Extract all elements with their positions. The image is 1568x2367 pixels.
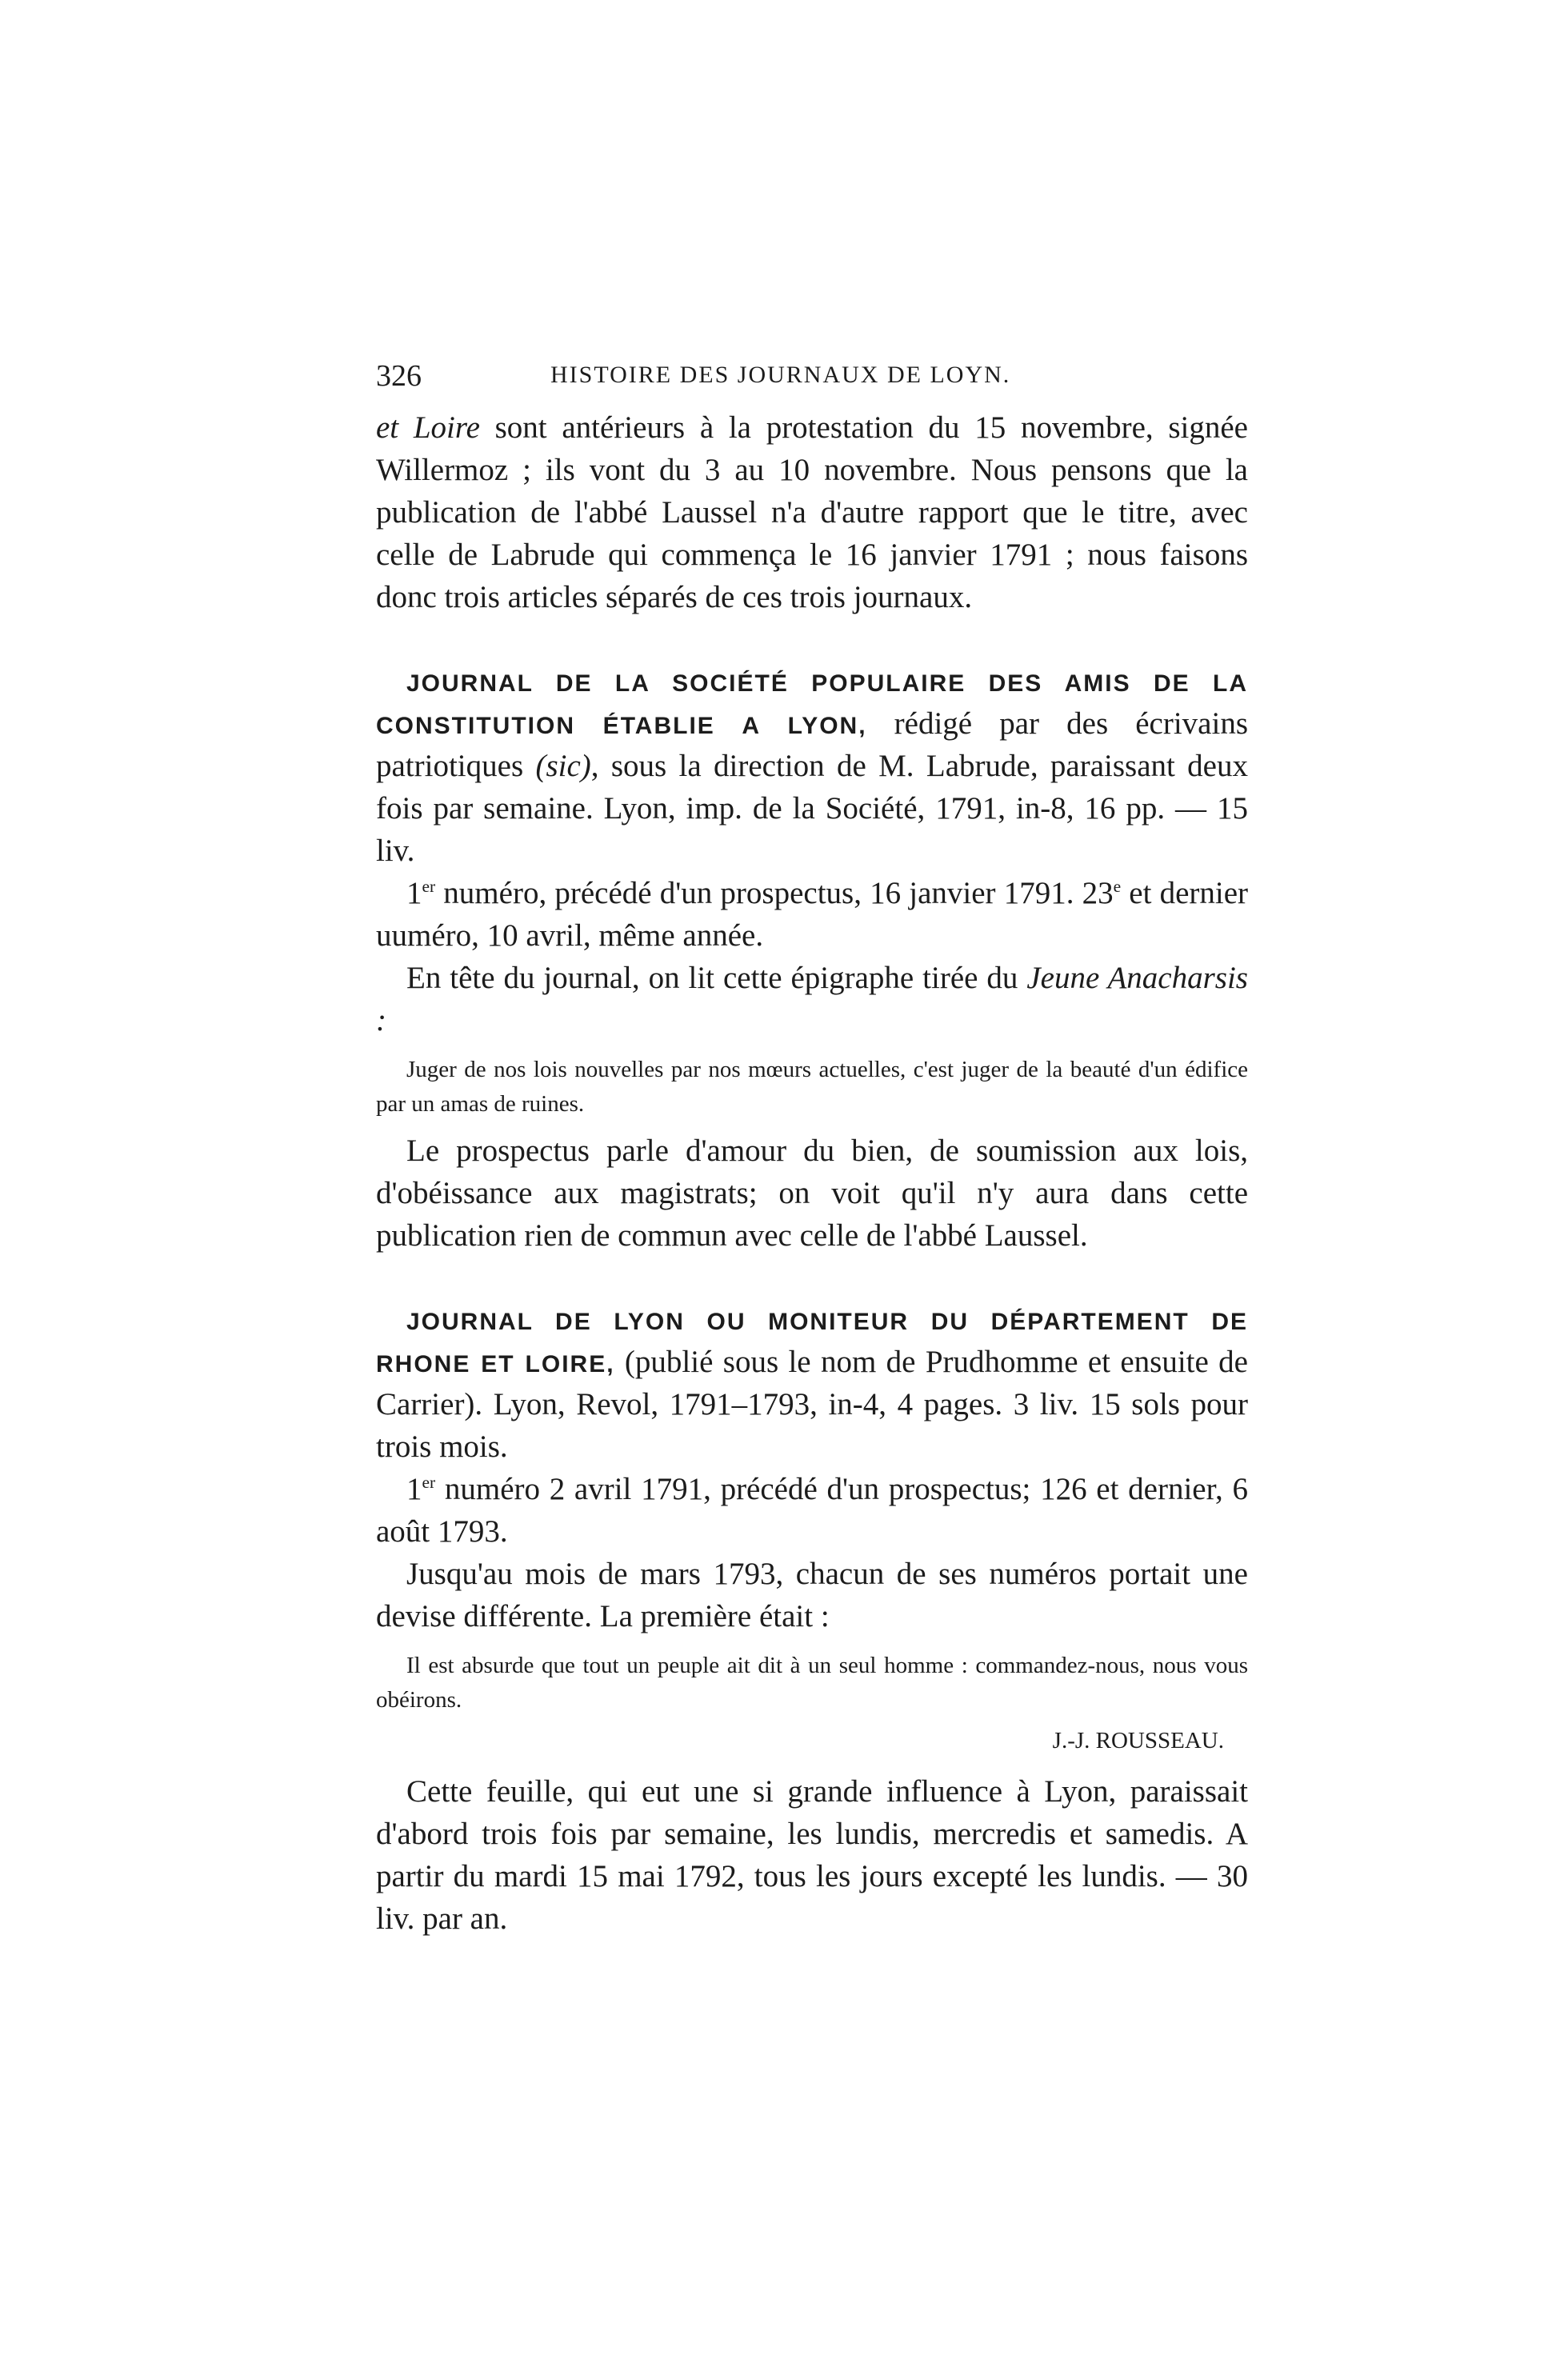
entry-2-desc: (publié sous le nom de Prudhomme et ensuite de Carrier). Lyon, Revol, 1791–1793, in-4, 4 pages. 3 liv. 15 sols pour trois mois. bbox=[376, 1345, 1248, 1464]
entry-2-numbers-a: 1 bbox=[406, 1472, 422, 1506]
page-number: 326 bbox=[376, 359, 422, 393]
entry-2-title: JOURNAL DE LYON OU MONITEUR DU DÉPARTEMENT DE RHONE ET LOIRE, bbox=[376, 1309, 1248, 1377]
entry-1-prospectus: Le prospectus parle d'amour du bien, de soumission aux lois, d'obéissance aux magistrats; on voit qu'il n'y aura dans cette publication rien de commun avec celle de l'abbé Laussel. bbox=[376, 1134, 1248, 1253]
entry-2-devise-intro: Jusqu'au mois de mars 1793, chacun de ses numéros portait une devise différente. La première était : bbox=[376, 1557, 1248, 1633]
intro-paragraph bbox=[376, 406, 1248, 618]
entry-1-epigraph: Juger de nos lois nouvelles par nos mœurs actuelles, c'est juger de la beauté d'un édifice par un amas de ruines. bbox=[376, 1057, 1248, 1117]
entry-1-numbers-a: 1 bbox=[406, 876, 422, 910]
entry-1-epigraph-intro bbox=[376, 957, 1248, 1042]
entry-1-numbers-c: et dernier uuméro, 10 avril, même année. bbox=[376, 876, 1249, 953]
intro-text: sont antérieurs à la protestation du 15 novembre, signée Willermoz ; ils vont du 3 au 10 novembre. Nous pensons que la publication de l'abbé Laussel n'a d'autre rapport que le titre, avec celle de Labrude qui commença le 16 janvier 1791 ; nous faisons donc trois articles séparés de ces trois journaux. bbox=[376, 410, 1248, 614]
entry-1-numbers-sup1: er bbox=[422, 877, 436, 896]
entry-1-desc-italic: (sic) bbox=[535, 749, 591, 783]
entry-2-numbers-sup: er bbox=[422, 1473, 436, 1492]
entry-2-numbers bbox=[376, 1468, 1248, 1553]
entry-1-heading bbox=[376, 660, 1248, 872]
entry-1-epigraph-intro-a: En tête du journal, on lit cette épigraphe tirée du bbox=[406, 961, 1027, 995]
entry-2-closing: Cette feuille, qui eut une si grande influence à Lyon, paraissait d'abord trois fois par semaine, les lundis, mercredis et samedis. A partir du mardi 15 mai 1792, tous les jours excepté les lundis. — 30 liv. par an. bbox=[376, 1774, 1248, 1936]
entry-2-epigraph: Il est absurde que tout un peuple ait dit à un seul homme : commandez-nous, nous vous obéirons. bbox=[376, 1653, 1248, 1713]
running-title: HISTOIRE DES JOURNAUX DE LOYN. bbox=[550, 362, 1011, 388]
entry-2-attribution: J.-J. ROUSSEAU. bbox=[1052, 1728, 1224, 1753]
intro-italic: et Loire bbox=[376, 410, 480, 445]
entry-1-numbers bbox=[376, 872, 1248, 957]
entry-1-epigraph-source: Jeune Anacharsis : bbox=[376, 961, 1248, 1038]
entry-1-numbers-b: numéro, précédé d'un prospectus, 16 janvier 1791. 23 bbox=[435, 876, 1114, 910]
entry-1-title: JOURNAL DE LA SOCIÉTÉ POPULAIRE DES AMIS DE LA CONSTITUTION ÉTABLIE A LYON, bbox=[376, 670, 1248, 739]
entry-1-desc-a: rédigé par des écrivains patriotiques bbox=[376, 706, 1248, 783]
entry-2-heading bbox=[376, 1298, 1248, 1468]
page-header bbox=[376, 358, 1248, 398]
entry-2-numbers-b: numéro 2 avril 1791, précédé d'un prospectus; 126 et dernier, 6 août 1793. bbox=[376, 1472, 1248, 1549]
entry-1-numbers-sup2: e bbox=[1113, 877, 1122, 896]
entry-1-desc-b: , sous la direction de M. Labrude, paraissant deux fois par semaine. Lyon, imp. de la Société, 1791, in-8, 16 pp. — 15 liv. bbox=[376, 749, 1248, 868]
text-block bbox=[376, 406, 1248, 1940]
